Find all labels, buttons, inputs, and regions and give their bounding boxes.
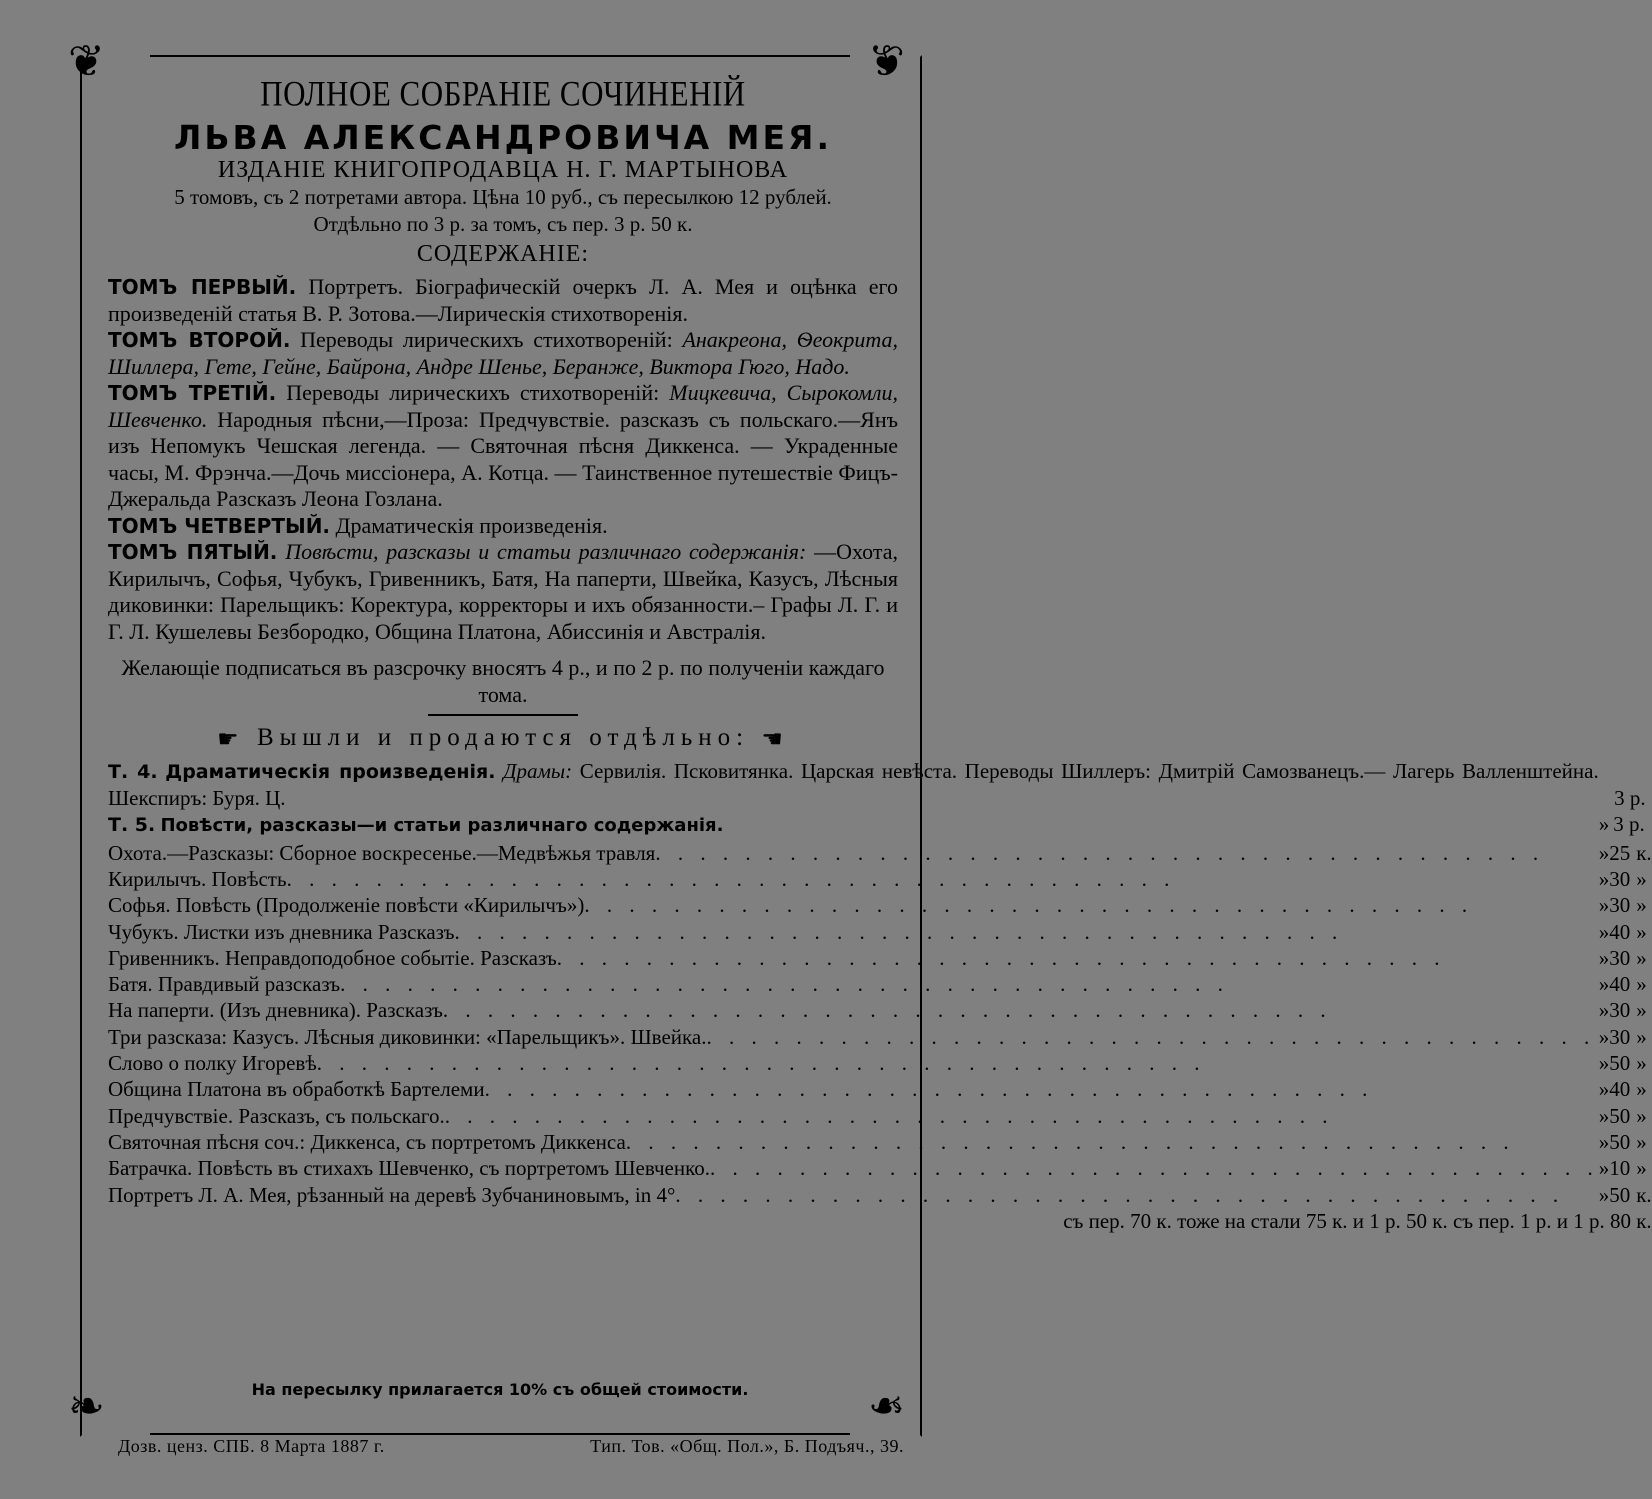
vol4-row bbox=[108, 758, 1652, 812]
pointing-hand-left-icon: ☚ bbox=[761, 726, 789, 753]
section-divider bbox=[428, 714, 578, 716]
price-row bbox=[108, 1050, 1652, 1076]
price-item bbox=[108, 840, 1599, 866]
vol4-num: Т. 4. bbox=[108, 760, 158, 783]
pointing-hand-right-icon: ☛ bbox=[217, 726, 245, 753]
price-quote: » bbox=[1598, 1077, 1610, 1102]
price-item bbox=[108, 997, 1599, 1023]
price-item bbox=[108, 1182, 1599, 1208]
price-line1: 5 томовъ, съ 2 потретами автора. Цѣна 10 руб., съ пересылкою 12 рублей. bbox=[174, 185, 832, 209]
price-value: 50 bbox=[1609, 1129, 1631, 1154]
volume-label: ТОМЪ ЧЕТВЕРТЫЙ. bbox=[108, 513, 331, 538]
available-title bbox=[108, 724, 898, 754]
vol4-italic: Драмы: bbox=[503, 758, 573, 783]
price-value: 10 bbox=[1609, 1156, 1631, 1181]
price-item-title: Святочная пѣсня соч.: Диккенса, съ портретомъ Диккенса bbox=[108, 1129, 626, 1154]
volume-text: Портретъ. Біографическій очеркъ Л. А. Мея и оцѣнка его произведеній статья В. Р. Зотова.—Лирическія стихотворенія. bbox=[108, 274, 898, 326]
leader-dots: . . . . . . . . . . . . . . . . . . . . . . . . . . . . . . . . . . . . . . . . bbox=[340, 972, 1229, 997]
contents-title: СОДЕРЖАНІЕ: bbox=[416, 241, 590, 267]
price-item bbox=[108, 945, 1599, 971]
price-unit: » bbox=[1636, 919, 1647, 944]
volume-italic: Мицкевича, Сырокомли, Шевченко. bbox=[108, 380, 899, 432]
price-unit: » bbox=[1636, 1129, 1647, 1154]
footer-censor: Дозв. ценз. СПБ. 8 Марта 1887 г. bbox=[118, 1436, 385, 1456]
vol5-title: Повѣсти, разсказы—и статьи различнаго содержанія. bbox=[160, 815, 724, 837]
leader-dots: . . . . . . . . . . . . . . . . . . . . . . . . . . . . . . . . . . . . . . . . bbox=[444, 1103, 1334, 1128]
price-unit: » bbox=[1636, 1051, 1647, 1076]
price-item bbox=[108, 1050, 1599, 1076]
price-item bbox=[108, 919, 1599, 945]
price-item-title: Портретъ Л. А. Мея, рѣзанный на деревѣ Зубчаниновымъ, in 4° bbox=[108, 1182, 676, 1207]
price-item bbox=[108, 1076, 1599, 1102]
price-value: 25 bbox=[1609, 840, 1631, 865]
price-unit: » bbox=[1636, 972, 1647, 997]
price-line2: Отдѣльно по 3 р. за томъ, съ пер. 3 р. 50 к. bbox=[313, 211, 693, 236]
vol5-num: Т. 5. bbox=[108, 814, 156, 837]
corner-ornament-icon: ❧ bbox=[68, 1382, 105, 1431]
price-item-title: На паперти. (Изъ дневника). Разсказъ bbox=[108, 998, 443, 1023]
vol5-desc bbox=[108, 811, 1599, 839]
price-row bbox=[108, 1103, 1652, 1129]
price-item-title: Община Платона въ обработкѣ Бартелеми bbox=[108, 1077, 485, 1102]
price-value: 30 bbox=[1609, 998, 1631, 1023]
price-row bbox=[108, 866, 1652, 892]
price-value: 40 bbox=[1609, 1077, 1631, 1102]
price-quote: » bbox=[1598, 1129, 1610, 1154]
price-list bbox=[108, 758, 1652, 1234]
price-unit: » bbox=[1636, 1077, 1647, 1102]
vol5-price: 3 р. bbox=[1613, 812, 1645, 837]
price-quote: » bbox=[1598, 919, 1610, 944]
price-value: 50 bbox=[1609, 1103, 1631, 1128]
volume-label: ТОМЪ ПЕРВЫЙ. bbox=[108, 275, 297, 299]
volume-text: Драматическія произведенія. bbox=[335, 512, 608, 538]
price-items bbox=[108, 840, 1652, 1208]
price-quote: » bbox=[1598, 1182, 1610, 1207]
price-row bbox=[108, 919, 1652, 945]
price-item bbox=[108, 1024, 1599, 1050]
vol4-title: Драматическія произведенія. bbox=[165, 760, 496, 783]
price-row bbox=[108, 1024, 1652, 1050]
price-row bbox=[108, 1182, 1652, 1208]
heading-author: ЛЬВА АЛЕКСАНДРОВИЧА МЕЯ. bbox=[173, 118, 832, 157]
price-value: 30 bbox=[1609, 945, 1631, 970]
vol5-row bbox=[108, 811, 1652, 839]
volume-italic: Анакреона, Ѳеокрита, Шиллера, Гете, Гейне, Байрона, Андре Шенье, Беранже, Виктора Гюго, Надо. bbox=[108, 327, 899, 379]
volume-4 bbox=[108, 513, 898, 540]
vol5-quote: » bbox=[1598, 812, 1610, 837]
leader-dots: . . . . . . . . . . . . . . . . . . . . . . . . . . . . . . . . . . . . . . . . bbox=[655, 840, 1545, 865]
corner-ornament-icon: ❦ bbox=[868, 37, 905, 86]
volume-text2: —Охота, Кирилычъ, Софья, Чубукъ, Гривенникъ, Батя, На паперти, Швейка, Казусъ, Лѣсныя диковинки: Парельщикъ: Коректура, корректоры и ихъ обязанности.– Графы Л. Г. и Г. Л. Кушелевы Безбородко, Община Платона, Абиссинія и Австралія. bbox=[108, 539, 899, 644]
volume-label: ТОМЪ ВТОРОЙ. bbox=[108, 328, 291, 352]
leader-dots: . . . . . . . . . . . . . . . . . . . . . . . . . . . . . . . . . . . . . . . . bbox=[625, 1129, 1515, 1154]
page-content bbox=[108, 72, 1652, 1234]
leader-dots: . . . . . . . . . . . . . . . . . . . . . . . . . . . . . . . . . . . . . . . . bbox=[316, 1051, 1206, 1076]
shipping-note: На пересылку прилагается 10% съ общей стоимости. bbox=[251, 1380, 749, 1399]
price-value: 30 bbox=[1609, 1024, 1631, 1049]
price-row bbox=[108, 945, 1652, 971]
price-row bbox=[108, 971, 1652, 997]
price-value: 30 bbox=[1609, 866, 1631, 891]
price-item-title: Гривенникъ. Неправдоподобное событіе. Разсказъ bbox=[108, 945, 557, 970]
portrait-extra: съ пер. 70 к. тоже на стали 75 к. и 1 р. 50 к. съ пер. 1 р. и 1 р. 80 к. bbox=[1063, 1208, 1652, 1233]
price-quote: » bbox=[1598, 893, 1610, 918]
price-quote: » bbox=[1598, 998, 1610, 1023]
price-item-title: Чубукъ. Листки изъ дневника Разсказъ bbox=[108, 919, 455, 944]
price-row bbox=[108, 1076, 1652, 1102]
price-quote: » bbox=[1598, 866, 1610, 891]
price-item bbox=[108, 866, 1599, 892]
price-value: 40 bbox=[1609, 919, 1631, 944]
leader-dots: . . . . . . . . . . . . . . . . . . . . . . . . . . . . . . . . . . . . . . . . bbox=[584, 893, 1474, 918]
price-item bbox=[108, 892, 1599, 918]
price-item-title: Кирилычъ. Повѣсть bbox=[108, 866, 287, 891]
price-item bbox=[108, 971, 1599, 997]
price-row bbox=[108, 997, 1652, 1023]
installment-note: Желающіе подписаться въ разсрочку вносятъ 4 р., и по 2 р. по полученіи каждаго тома. bbox=[121, 655, 885, 707]
volume-text: Переводы лирическихъ стихотвореній: bbox=[286, 380, 670, 405]
top-rule bbox=[150, 55, 850, 57]
price-item-title: Софья. Повѣсть (Продолженіе повѣсти «Кирилычъ») bbox=[108, 893, 585, 918]
volume-1 bbox=[108, 274, 898, 327]
available-label: Вышли и продаются отдѣльно: bbox=[256, 724, 750, 751]
price-value: 50 bbox=[1609, 1051, 1631, 1076]
price-quote: » bbox=[1598, 1051, 1610, 1076]
price-row bbox=[108, 840, 1652, 866]
price-row bbox=[108, 1129, 1652, 1155]
leader-dots: . . . . . . . . . . . . . . . . . . . . . . . . . . . . . . . . . . . . . . . . bbox=[556, 945, 1446, 970]
price-unit: » bbox=[1636, 893, 1647, 918]
leader-dots: . . . . . . . . . . . . . . . . . . . . . . . . . . . . . . . . . . . . . . . . bbox=[286, 866, 1176, 891]
price-row bbox=[108, 1155, 1652, 1181]
price-unit: к. bbox=[1636, 1182, 1652, 1207]
price-value: 50 bbox=[1609, 1182, 1631, 1207]
price-item-title: Предчувствіе. Разсказъ, съ польскаго. bbox=[108, 1103, 445, 1128]
volume-text: Переводы лирическихъ стихотвореній: bbox=[300, 327, 683, 352]
price-quote: » bbox=[1598, 1103, 1610, 1128]
heading-line1: ПОЛНОЕ СОБРАНІЕ СОЧИНЕНІЙ bbox=[260, 73, 746, 114]
price-item bbox=[108, 1155, 1599, 1181]
price-quote: » bbox=[1598, 840, 1610, 865]
price-row bbox=[108, 892, 1652, 918]
price-item bbox=[108, 1129, 1599, 1155]
price-unit: » bbox=[1636, 1156, 1647, 1181]
price-item-title: Батрачка. Повѣсть въ стихахъ Шевченко, съ портретомъ Шевченко. bbox=[108, 1156, 710, 1181]
price-unit: » bbox=[1636, 1103, 1647, 1128]
vol4-price: 3 р. bbox=[1614, 786, 1646, 811]
vol4-desc bbox=[108, 758, 1599, 812]
price-item bbox=[108, 1103, 1599, 1129]
price-item-title: Три разсказа: Казусъ. Лѣсныя диковинки: «Парельщикъ». Швейка. bbox=[108, 1024, 707, 1049]
vol4-text: Сервилія. Псковитянка. Царская невѣста. Переводы Шиллеръ: Дмитрій Самозванецъ.— Лагерь Валленштейна. Шекспиръ: Буря. Ц. bbox=[108, 758, 1599, 811]
footer-printer: Тип. Тов. «Общ. Пол.», Б. Подъяч., 39. bbox=[590, 1436, 904, 1456]
leader-dots: . . . . . . . . . . . . . . . . . . . . . . . . . . . . . . . . . . . . . . . . bbox=[484, 1077, 1374, 1102]
leader-dots: . . . . . . . . . . . . . . . . . . . . . . . . . . . . . . . . . . . . . . . . bbox=[675, 1182, 1565, 1207]
bottom-rule bbox=[150, 1433, 850, 1435]
portrait-extra-row bbox=[108, 1208, 1652, 1234]
volume-label: ТОМЪ ПЯТЫЙ. bbox=[108, 540, 278, 564]
leader-dots: . . . . . . . . . . . . . . . . . . . . . . . . . . . . . . . . . . . . . . . . bbox=[442, 998, 1332, 1023]
price-quote: » bbox=[1598, 1024, 1610, 1049]
volume-text2: Народныя пѣсни,—Проза: Предчувствіе. разсказъ съ польскаго.—Янъ изъ Непомукъ Чешская легенда. — Святочная пѣсня Диккенса. — Украденные часы, М. Фрэнча.—Дочь миссіонера, А. Котца. — Таинственное путешествіе Фицъ-Джеральда Разсказъ Леона Гозлана. bbox=[108, 406, 898, 511]
price-unit: » bbox=[1636, 1024, 1647, 1049]
price-unit: к. bbox=[1636, 840, 1652, 865]
volume-3 bbox=[108, 380, 898, 513]
volume-label: ТОМЪ ТРЕТІЙ. bbox=[108, 381, 277, 405]
leader-dots: . . . . . . . . . . . . . . . . . . . . . . . . . . . . . . . . . . . . . . . . bbox=[706, 1024, 1596, 1049]
volume-5 bbox=[108, 539, 898, 645]
price-unit: » bbox=[1636, 866, 1647, 891]
price-item-title: Батя. Правдивый разсказъ bbox=[108, 972, 341, 997]
price-unit: » bbox=[1636, 945, 1647, 970]
heading-publisher: ИЗДАНІЕ КНИГОПРОДАВЦА Н. Г. МАРТЫНОВА bbox=[217, 157, 789, 183]
corner-ornament-icon: ❧ bbox=[868, 1382, 905, 1431]
corner-ornament-icon: ❦ bbox=[68, 37, 105, 86]
price-item-title: Слово о полку Игоревѣ bbox=[108, 1051, 317, 1076]
price-quote: » bbox=[1598, 972, 1610, 997]
leader-dots: . . . . . . . . . . . . . . . . . . . . . . . . . . . . . . . . . . . . . . . . bbox=[709, 1156, 1599, 1181]
price-item-title: Охота.—Разсказы: Сборное воскресенье.—Медвѣжья травля bbox=[108, 840, 656, 865]
volume-italic: Повѣсти, разсказы и статьи различнаго содержанія: bbox=[285, 539, 807, 564]
price-quote: » bbox=[1598, 1156, 1610, 1181]
price-value: 30 bbox=[1609, 893, 1631, 918]
volume-2 bbox=[108, 327, 898, 380]
price-value: 40 bbox=[1609, 972, 1631, 997]
price-unit: » bbox=[1636, 998, 1647, 1023]
price-quote: » bbox=[1598, 945, 1610, 970]
leader-dots: . . . . . . . . . . . . . . . . . . . . . . . . . . . . . . . . . . . . . . . . bbox=[454, 919, 1344, 944]
